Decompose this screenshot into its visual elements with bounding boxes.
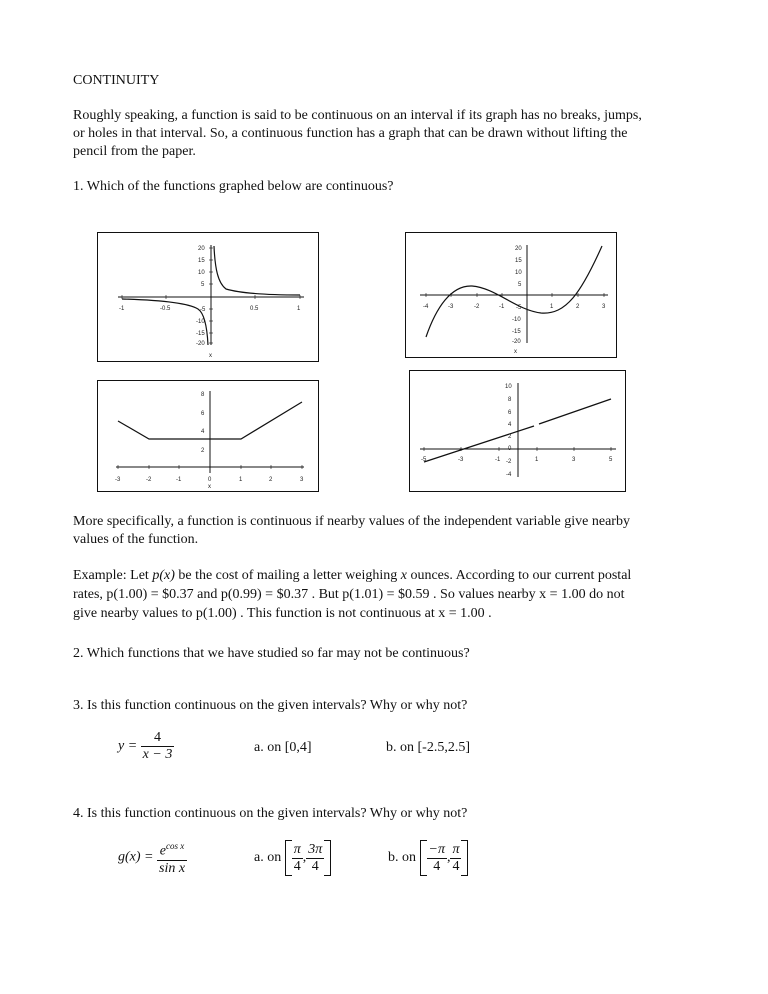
numerator-exponent: cos x <box>166 841 185 851</box>
x-tick: 2 <box>269 477 273 483</box>
x-tick: -0.5 <box>160 306 171 312</box>
graph-piecewise <box>97 380 319 492</box>
fraction <box>141 730 175 763</box>
numerator: 4 <box>141 730 175 747</box>
graph-cubic <box>405 232 617 358</box>
y-tick: -10 <box>196 319 205 325</box>
x-tick: -1 <box>119 306 125 312</box>
fraction <box>292 842 303 875</box>
x-tick: 0.5 <box>250 306 259 312</box>
x-tick: 3 <box>602 304 606 310</box>
x-tick: 1 <box>297 306 301 312</box>
function-lhs: g(x) = <box>118 849 154 865</box>
y-tick: 8 <box>508 397 512 403</box>
y-tick: 6 <box>508 410 512 416</box>
y-tick: -5 <box>200 307 206 313</box>
example-line-2: rates, p(1.00) = $0.37 and p(0.99) = $0.37 . But p(1.01) = $0.59 . So values nearby x = 1.00 do not <box>73 587 625 602</box>
left-bracket <box>420 840 427 876</box>
y-tick: -10 <box>512 317 521 323</box>
numerator: π <box>452 841 460 857</box>
denominator: 4 <box>433 858 441 874</box>
y-tick: 10 <box>505 384 512 390</box>
example-paragraph <box>73 566 693 623</box>
x-tick: -4 <box>423 304 429 310</box>
x-tick: -1 <box>176 477 182 483</box>
x-tick: 0 <box>208 477 212 483</box>
part-b-prefix: b. on <box>388 850 416 866</box>
x-tick: -2 <box>474 304 480 310</box>
graph-rational <box>97 232 319 362</box>
example-line-3: give nearby values to p(1.00) . This function is not continuous at x = 1.00 . <box>73 606 492 621</box>
y-tick: 4 <box>201 429 205 435</box>
y-tick: -20 <box>512 339 521 345</box>
y-tick: 0 <box>508 446 512 452</box>
x-axis-label: x <box>209 353 212 359</box>
paragraph-line: More specifically, a function is continuous if nearby values of the independent variable give nearby <box>73 514 630 529</box>
x-tick: 3 <box>300 477 304 483</box>
y-tick: -2 <box>506 459 512 465</box>
y-tick: -15 <box>196 331 205 337</box>
numerator: π <box>293 841 301 857</box>
y-tick: 20 <box>515 246 522 252</box>
fraction <box>450 842 461 875</box>
fraction <box>427 842 447 875</box>
y-tick: -15 <box>512 329 521 335</box>
paragraph-line: values of the function. <box>73 532 199 547</box>
y-tick: -4 <box>506 472 512 478</box>
y-tick: 20 <box>198 246 205 252</box>
x-tick: 1 <box>239 477 243 483</box>
denominator: 4 <box>452 858 460 874</box>
x-tick: 5 <box>609 457 613 463</box>
denominator: sin x <box>159 860 186 876</box>
x-tick: -2 <box>146 477 152 483</box>
x-tick: -1 <box>499 304 505 310</box>
y-tick: 6 <box>201 411 205 417</box>
y-tick: 5 <box>201 282 205 288</box>
x-tick: 2 <box>576 304 580 310</box>
numerator-base: e <box>159 843 167 859</box>
right-bracket <box>324 840 331 876</box>
question-3-part-a: a. on [0,4] <box>254 740 312 755</box>
x-tick: -3 <box>448 304 454 310</box>
x-tick: 1 <box>535 457 539 463</box>
example-text: Example: Let <box>73 568 153 583</box>
intro-line: or holes in that interval. So, a continuous function has a graph that can be drawn without lifting the <box>73 126 628 141</box>
question-2: 2. Which functions that we have studied so far may not be continuous? <box>73 646 470 661</box>
fraction <box>306 842 324 875</box>
example-text: be the cost of mailing a letter weighing <box>174 568 401 583</box>
more-specifically-paragraph <box>73 513 693 549</box>
y-tick: -5 <box>516 305 522 311</box>
example-text: ounces. According to our current postal <box>406 568 632 583</box>
question-4-function <box>118 838 187 877</box>
y-tick: 10 <box>515 270 522 276</box>
y-tick: 8 <box>201 392 205 398</box>
denominator: 4 <box>293 858 301 874</box>
x-axis-label: x <box>514 349 517 355</box>
intro-line: pencil from the paper. <box>73 144 196 159</box>
numerator: −π <box>428 841 445 857</box>
x-tick: 1 <box>550 304 554 310</box>
x-axis-label: x <box>208 484 211 490</box>
x-tick: 3 <box>572 457 576 463</box>
part-a-prefix: a. on <box>254 850 282 866</box>
question-4-part-b: b. on $\frac{-\pi}{4}$ , $\frac{\pi}{4}$ <box>388 840 468 876</box>
question-1: 1. Which of the functions graphed below are continuous? <box>73 179 394 194</box>
example-line-1 <box>73 566 693 585</box>
x-tick: -5 <box>421 457 427 463</box>
denominator: 4 <box>311 858 319 874</box>
x-tick: -3 <box>115 477 121 483</box>
y-tick: 10 <box>198 270 205 276</box>
numerator <box>157 838 187 861</box>
question-3-function <box>118 730 174 763</box>
y-tick: -20 <box>196 341 205 347</box>
question-4: 4. Is this function continuous on the given intervals? Why or why not? <box>73 806 468 821</box>
question-3-part-b: b. on [-2.5,2.5] <box>386 740 470 755</box>
denominator: x − 3 <box>142 747 173 762</box>
fraction <box>157 838 187 877</box>
x-tick: -1 <box>495 457 501 463</box>
x-tick: -3 <box>458 457 464 463</box>
y-tick: 2 <box>508 434 512 440</box>
intro-paragraph <box>73 107 693 161</box>
numerator: 3π <box>308 841 323 857</box>
y-tick: 5 <box>518 282 522 288</box>
y-tick: 2 <box>201 448 205 454</box>
left-bracket <box>285 840 292 876</box>
intro-line: Roughly speaking, a function is said to be continuous on an interval if its graph has no breaks, jumps, <box>73 108 642 123</box>
graph-line-gap <box>409 370 626 492</box>
example-math: x <box>400 568 407 583</box>
function-lhs: y = <box>118 738 138 754</box>
right-bracket <box>461 840 468 876</box>
y-tick: 15 <box>198 258 205 264</box>
example-math: p(x) <box>152 568 175 583</box>
y-tick: 4 <box>508 422 512 428</box>
question-4-part-a: a. on $\frac{\pi}{4}$ , $\frac{3\pi}{4}$ <box>254 840 331 876</box>
question-3: 3. Is this function continuous on the given intervals? Why or why not? <box>73 698 468 713</box>
y-tick: 15 <box>515 258 522 264</box>
page-title: CONTINUITY <box>73 73 160 88</box>
